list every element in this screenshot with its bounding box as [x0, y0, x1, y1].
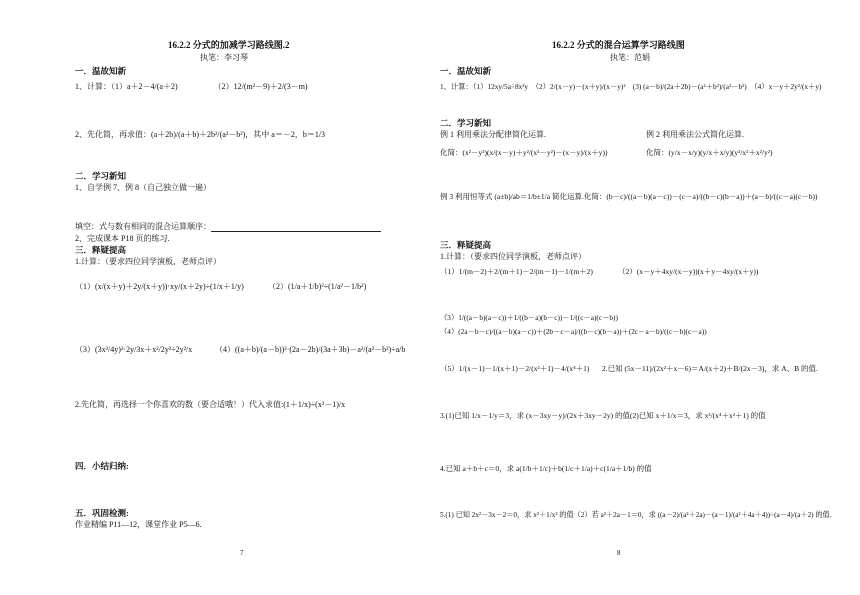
- right-page: [430, 0, 860, 595]
- right-s2-ex2-expr: 化简：(y/x－x/y)(y/x＋x/y)(y²/x²＋x²/y²): [646, 148, 773, 157]
- right-s3-q4: （4）(2a－b－c)/((a－b)(a－c))＋(2b－c－a)/((b－c)(b－a))＋(2c－a－b)/((c－b)(c－a)): [440, 327, 707, 336]
- right-s2-ex1: 例 1 利用乘法分配律简化运算.: [440, 130, 546, 139]
- right-s3-q5: （5）1/(x－1)－1/(x＋1)－2/(x²＋1)－4/(x⁴＋1): [440, 364, 590, 373]
- left-s3-q5: 2.先化简，再选择一个你喜欢的数（要合适哦！）代入求值:(1＋1/x)÷(x²－1)/x: [75, 400, 346, 409]
- left-page-number: 7: [240, 549, 244, 557]
- left-s3-q2: （2）(1/a＋1/b)²÷(1/a²－1/b²): [268, 282, 367, 291]
- right-s3-q9: 5.(1) 已知 2x²－3x－2＝0，求 x²＋1/x² 的值（2）若 a²＋2a－1＝0，求 ((a－2)/(a²＋2a)－(a－1)/(a²＋4a＋4))÷(a－4)/(a＋2) 的值.: [440, 511, 832, 519]
- right-s3-q8: 4.已知 a＋b＋c＝0，求 a(1/b＋1/c)＋b(1/c＋1/a)＋c(1/a＋1/b) 的值: [440, 464, 652, 473]
- left-s1-q1: 1、计算：（1）a＋2－4/(a＋2) （2）12/(m²－9)＋2/(3－m): [75, 82, 308, 91]
- right-s3-q2: （2）(x－y＋4xy/(x－y))(x＋y－4xy/(x＋y)): [618, 267, 759, 276]
- right-s3-q1: （1）1/(m－2)＋2/(m＋1)－2/(m－1)－1/(m＋2): [440, 267, 593, 276]
- left-title: 16.2.2 分式的加减学习路线图.2: [168, 40, 290, 50]
- left-s3-q4: （4）((a＋b)/(a－b))²·(2a－2b)/(3a＋3b)－a²/(a²－b²)÷a/b: [215, 345, 406, 354]
- right-s3-q7: 3.(1)已知 1/x－1/y＝3，求 (x－3xy－y)/(2x＋3xy－2y) 的值(2)已知 x＋1/x＝3，求 x²/(x⁴＋x²＋1) 的值: [440, 411, 766, 420]
- right-s2-ex2: 例 2 利用乘法公式简化运算.: [646, 130, 744, 139]
- right-s3-q3: （3）1/((a－b)(a－c))＋1/((b－a)(b－c))－1/((c－a)(c－b)): [440, 313, 618, 322]
- left-s3-q1: （1）(x/(x＋y)＋2y/(x＋y))·xy/(x＋2y)÷(1/x＋1/y): [75, 282, 244, 291]
- answer-blank: [211, 223, 381, 232]
- left-s3-q3: （3）(3x²/4y)²·2y/3x＋x²/2y²÷2y²/x: [75, 345, 193, 354]
- right-s1-q1: 1、计算：（1）12xy/5a÷8x²y （2）2/(x－y)－(x＋y)/(x－y)² (3) (a－b)/(2a＋2b)－(a²＋b²)/(a²－b²) （4）x－y＋2y²/(x＋y): [440, 82, 822, 91]
- left-s2-line3: 2、完成课本 P18 页的练习.: [75, 234, 170, 243]
- left-author: 执笔：李习琴: [200, 53, 248, 62]
- left-fill-label: 填空：式与数有相同的混合运算顺序：: [75, 222, 211, 231]
- left-fill-line: [75, 222, 381, 232]
- left-s2-line1: 1、自学例 7、例 8（自己独立做一遍）: [75, 183, 211, 192]
- left-section-4-title: 四．小结归纳:: [75, 461, 129, 471]
- left-s1-q2: 2、先化简，再求值：(a＋2b)/(a＋b)＋2b²/(a²－b²)，其中 a＝－2，b＝1/3: [75, 130, 326, 139]
- right-s3-line1: 1.计算：（要求四位同学演板，老师点评）: [440, 252, 586, 261]
- left-section-3-title: 三．释疑提高: [75, 245, 127, 255]
- right-page-number: 8: [617, 549, 621, 557]
- right-section-1-title: 一．温故知新: [440, 66, 492, 76]
- right-section-3-title: 三．释疑提高: [440, 240, 492, 250]
- left-section-5-title: 五．巩固检测:: [75, 508, 129, 518]
- right-author: 执笔：范娟: [610, 53, 650, 62]
- left-s3-line1: 1.计算：（要求四位同学演板，老师点评）: [75, 257, 221, 266]
- left-section-2-title: 二．学习新知: [75, 171, 127, 181]
- right-section-2-title: 二．学习新知: [440, 118, 492, 128]
- right-s2-ex3: 例 3 利用恒等式 (a±b)/ab＝1/b±1/a 简化运算.化简：(b－c)/((a－b)(a－c))－(c－a)/((b－c)(b－a))＋(a－b)/((c－a)(c－b)): [440, 192, 818, 201]
- right-title: 16.2.2 分式的混合运算学习路线图: [552, 40, 685, 50]
- right-s2-ex1-expr: 化简：(x²－y²)(x/(x－y)＋y²/(x²－y²)－(x－y)/(x＋y)): [440, 148, 608, 157]
- right-s3-q6: 2.已知 (5x－11)/(2x²＋x－6)＝A/(x＋2)＋B/(2x－3)，求 A、B 的值.: [602, 364, 818, 373]
- left-section-1-title: 一．温故知新: [75, 66, 127, 76]
- left-s5-line1: 作业精编 P11—12，课堂作业 P5—6.: [75, 520, 202, 529]
